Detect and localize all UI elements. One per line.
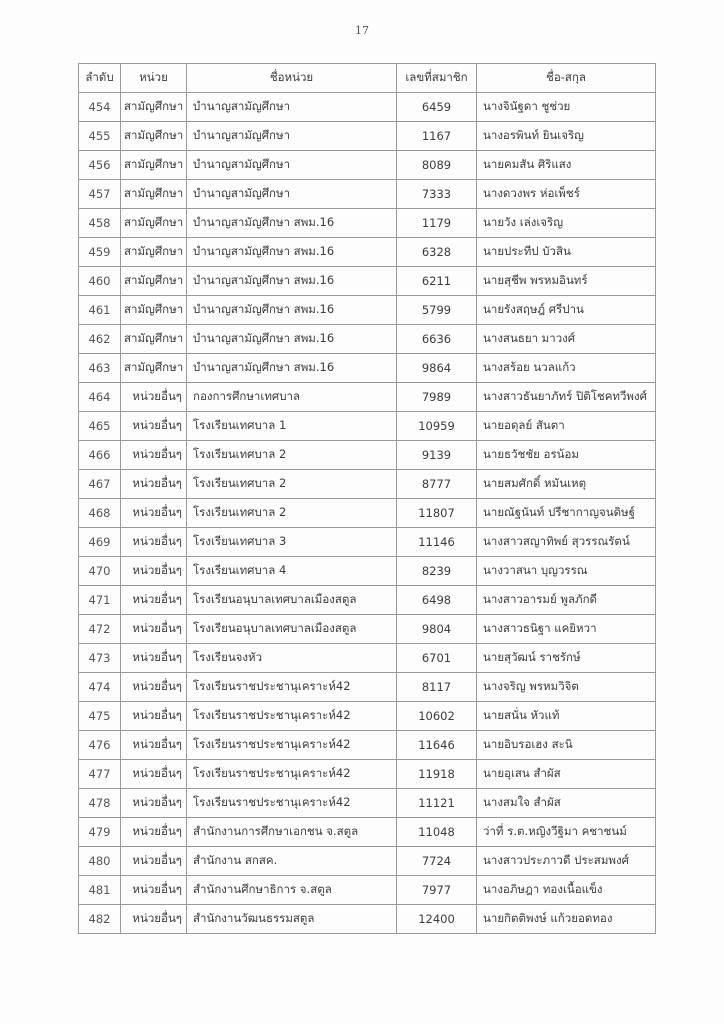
row-full-name: นางจริญ พรหมวิจิต <box>477 673 656 702</box>
row-full-name: นายกิตติพงษ์ แก้วยอดทอง <box>477 905 656 934</box>
table-header-row <box>79 64 656 93</box>
row-full-name: นายสุวัฒน์ ราชรักษ์ <box>477 644 656 673</box>
row-member-id: 7977 <box>397 876 477 905</box>
table-row <box>79 905 656 934</box>
row-member-id: 6636 <box>397 325 477 354</box>
row-unit: หน่วยอื่นๆ <box>121 383 187 412</box>
row-member-id: 11646 <box>397 731 477 760</box>
row-unit-name: โรงเรียนเทศบาล 2 <box>187 441 397 470</box>
row-order: 459 <box>79 238 121 267</box>
row-full-name: นางสาวธนิฐา แคยิหวา <box>477 615 656 644</box>
row-unit: หน่วยอื่นๆ <box>121 412 187 441</box>
row-unit-name: โรงเรียนเทศบาล 3 <box>187 528 397 557</box>
table-row <box>79 731 656 760</box>
table-row <box>79 760 656 789</box>
table-row <box>79 470 656 499</box>
row-member-id: 9139 <box>397 441 477 470</box>
row-unit-name: โรงเรียนราชประชานุเคราะห์42 <box>187 702 397 731</box>
row-order: 476 <box>79 731 121 760</box>
row-unit-name: บำนาญสามัญศึกษา <box>187 180 397 209</box>
row-unit-name: บำนาญสามัญศึกษา สพม.16 <box>187 267 397 296</box>
row-member-id: 6459 <box>397 93 477 122</box>
row-full-name: นางสนธยา มาวงศ์ <box>477 325 656 354</box>
row-order: 458 <box>79 209 121 238</box>
row-order: 471 <box>79 586 121 615</box>
row-full-name: นายรังสฤษฎ์ ศรีปาน <box>477 296 656 325</box>
row-unit-name: สำนักงานศึกษาธิการ จ.สตูล <box>187 876 397 905</box>
row-member-id: 6211 <box>397 267 477 296</box>
table-row <box>79 209 656 238</box>
table-row <box>79 93 656 122</box>
table-row <box>79 383 656 412</box>
table-row <box>79 325 656 354</box>
row-unit: สามัญศึกษา <box>121 180 187 209</box>
row-member-id: 5799 <box>397 296 477 325</box>
table-row <box>79 789 656 818</box>
row-unit: หน่วยอื่นๆ <box>121 905 187 934</box>
row-order: 477 <box>79 760 121 789</box>
row-full-name: นายประทีป บัวสิน <box>477 238 656 267</box>
row-full-name: นายวัง เล่งเจริญ <box>477 209 656 238</box>
row-unit-name: สำนักงาน สกสค. <box>187 847 397 876</box>
table-row <box>79 267 656 296</box>
row-unit-name: บำนาญสามัญศึกษา สพม.16 <box>187 238 397 267</box>
row-full-name: นางสาวอารมย์ พูลภักดี <box>477 586 656 615</box>
row-member-id: 8239 <box>397 557 477 586</box>
table-row <box>79 180 656 209</box>
row-order: 455 <box>79 122 121 151</box>
row-full-name: ว่าที่ ร.ต.หญิงวีฐิมา คชาชนม์ <box>477 818 656 847</box>
row-order: 464 <box>79 383 121 412</box>
row-unit: สามัญศึกษา <box>121 325 187 354</box>
table-row <box>79 644 656 673</box>
row-order: 474 <box>79 673 121 702</box>
member-table <box>78 63 656 934</box>
row-unit-name: โรงเรียนราชประชานุเคราะห์42 <box>187 673 397 702</box>
row-order: 463 <box>79 354 121 383</box>
row-order: 467 <box>79 470 121 499</box>
row-unit-name: กองการศึกษาเทศบาล <box>187 383 397 412</box>
row-unit: หน่วยอื่นๆ <box>121 470 187 499</box>
row-unit: หน่วยอื่นๆ <box>121 818 187 847</box>
row-full-name: นายสนั่น หัวแท้ <box>477 702 656 731</box>
row-unit-name: โรงเรียนเทศบาล 1 <box>187 412 397 441</box>
row-unit: สามัญศึกษา <box>121 122 187 151</box>
table-row <box>79 151 656 180</box>
table-row <box>79 296 656 325</box>
row-member-id: 6328 <box>397 238 477 267</box>
row-unit: สามัญศึกษา <box>121 267 187 296</box>
table-row <box>79 412 656 441</box>
row-order: 461 <box>79 296 121 325</box>
row-order: 482 <box>79 905 121 934</box>
row-order: 465 <box>79 412 121 441</box>
row-member-id: 11918 <box>397 760 477 789</box>
row-order: 481 <box>79 876 121 905</box>
table-row <box>79 557 656 586</box>
table-row <box>79 818 656 847</box>
row-unit: หน่วยอื่นๆ <box>121 876 187 905</box>
row-unit-name: โรงเรียนเทศบาล 2 <box>187 470 397 499</box>
row-full-name: นางสาวประภาวดี ประสมพงศ์ <box>477 847 656 876</box>
row-full-name: นางสาวสญาทิพย์ สุวรรณรัตน์ <box>477 528 656 557</box>
row-unit-name: โรงเรียนอนุบาลเทศบาลเมืองสตูล <box>187 615 397 644</box>
row-unit: สามัญศึกษา <box>121 209 187 238</box>
row-unit: หน่วยอื่นๆ <box>121 789 187 818</box>
row-unit: หน่วยอื่นๆ <box>121 760 187 789</box>
row-full-name: นางอรพินท์ ยินเจริญ <box>477 122 656 151</box>
table-row <box>79 847 656 876</box>
header-unit: หน่วย <box>121 64 187 93</box>
header-order: ลำดับ <box>79 64 121 93</box>
row-member-id: 7333 <box>397 180 477 209</box>
row-full-name: นายสมศักดิ์ หมันเหตุ <box>477 470 656 499</box>
row-unit-name: สำนักงานวัฒนธรรมสตูล <box>187 905 397 934</box>
row-unit-name: โรงเรียนจงหัว <box>187 644 397 673</box>
row-order: 469 <box>79 528 121 557</box>
row-full-name: นายสุชีพ พรหมอินทร์ <box>477 267 656 296</box>
row-unit: หน่วยอื่นๆ <box>121 847 187 876</box>
row-member-id: 1167 <box>397 122 477 151</box>
row-member-id: 8089 <box>397 151 477 180</box>
row-unit: สามัญศึกษา <box>121 354 187 383</box>
row-full-name: นางจินัฐดา ชูช่วย <box>477 93 656 122</box>
table-row <box>79 354 656 383</box>
row-unit-name: โรงเรียนอนุบาลเทศบาลเมืองสตูล <box>187 586 397 615</box>
row-unit: หน่วยอื่นๆ <box>121 499 187 528</box>
row-unit: หน่วยอื่นๆ <box>121 441 187 470</box>
row-unit: หน่วยอื่นๆ <box>121 586 187 615</box>
row-unit-name: โรงเรียนเทศบาล 4 <box>187 557 397 586</box>
row-unit-name: บำนาญสามัญศึกษา สพม.16 <box>187 325 397 354</box>
row-order: 475 <box>79 702 121 731</box>
row-unit: หน่วยอื่นๆ <box>121 557 187 586</box>
row-full-name: นายอุเสน สำผัส <box>477 760 656 789</box>
header-unit-name: ชื่อหน่วย <box>187 64 397 93</box>
row-full-name: นายธวัชชัย อรน้อม <box>477 441 656 470</box>
row-member-id: 9864 <box>397 354 477 383</box>
row-unit-name: โรงเรียนราชประชานุเคราะห์42 <box>187 731 397 760</box>
table-row <box>79 615 656 644</box>
row-member-id: 7989 <box>397 383 477 412</box>
row-unit-name: บำนาญสามัญศึกษา <box>187 93 397 122</box>
row-order: 479 <box>79 818 121 847</box>
row-order: 470 <box>79 557 121 586</box>
row-order: 466 <box>79 441 121 470</box>
table-body <box>79 93 656 934</box>
row-order: 468 <box>79 499 121 528</box>
table-row <box>79 441 656 470</box>
header-member-id: เลขที่สมาชิก <box>397 64 477 93</box>
table-row <box>79 499 656 528</box>
row-unit-name: โรงเรียนราชประชานุเคราะห์42 <box>187 760 397 789</box>
row-order: 462 <box>79 325 121 354</box>
row-unit-name: บำนาญสามัญศึกษา สพม.16 <box>187 354 397 383</box>
row-member-id: 8777 <box>397 470 477 499</box>
table-row <box>79 238 656 267</box>
table-row <box>79 702 656 731</box>
row-unit-name: บำนาญสามัญศึกษา <box>187 122 397 151</box>
row-order: 457 <box>79 180 121 209</box>
row-member-id: 9804 <box>397 615 477 644</box>
row-unit: หน่วยอื่นๆ <box>121 702 187 731</box>
row-full-name: นางสมใจ สำผัส <box>477 789 656 818</box>
table-row <box>79 586 656 615</box>
row-unit-name: โรงเรียนเทศบาล 2 <box>187 499 397 528</box>
row-unit-name: บำนาญสามัญศึกษา <box>187 151 397 180</box>
row-member-id: 11807 <box>397 499 477 528</box>
row-unit-name: บำนาญสามัญศึกษา สพม.16 <box>187 209 397 238</box>
table-row <box>79 122 656 151</box>
row-unit: หน่วยอื่นๆ <box>121 528 187 557</box>
row-full-name: นายอดุลย์ สันตา <box>477 412 656 441</box>
table-row <box>79 876 656 905</box>
row-member-id: 10602 <box>397 702 477 731</box>
row-member-id: 10959 <box>397 412 477 441</box>
row-order: 478 <box>79 789 121 818</box>
row-order: 456 <box>79 151 121 180</box>
row-unit-name: สำนักงานการศึกษาเอกชน จ.สตูล <box>187 818 397 847</box>
row-member-id: 1179 <box>397 209 477 238</box>
row-full-name: นางสร้อย นวลแก้ว <box>477 354 656 383</box>
row-full-name: นายอิบรอเฮง สะนิ <box>477 731 656 760</box>
row-order: 472 <box>79 615 121 644</box>
row-full-name: นายณัฐนันท์ ปรีชากาญจนดิษฐ์ <box>477 499 656 528</box>
row-order: 460 <box>79 267 121 296</box>
table-row <box>79 528 656 557</box>
row-unit: หน่วยอื่นๆ <box>121 615 187 644</box>
row-member-id: 8117 <box>397 673 477 702</box>
row-unit: หน่วยอื่นๆ <box>121 644 187 673</box>
row-order: 454 <box>79 93 121 122</box>
row-member-id: 11146 <box>397 528 477 557</box>
row-order: 480 <box>79 847 121 876</box>
row-member-id: 6498 <box>397 586 477 615</box>
row-member-id: 6701 <box>397 644 477 673</box>
row-unit: หน่วยอื่นๆ <box>121 673 187 702</box>
row-unit-name: โรงเรียนราชประชานุเคราะห์42 <box>187 789 397 818</box>
row-unit: สามัญศึกษา <box>121 238 187 267</box>
row-member-id: 11121 <box>397 789 477 818</box>
row-unit: สามัญศึกษา <box>121 93 187 122</box>
page-number: 17 <box>355 24 369 37</box>
row-full-name: นางอภิษฎา ทองเนื้อแข็ง <box>477 876 656 905</box>
row-unit: หน่วยอื่นๆ <box>121 731 187 760</box>
row-unit: สามัญศึกษา <box>121 151 187 180</box>
row-full-name: นายคมสัน ศิริแสง <box>477 151 656 180</box>
header-full-name: ชื่อ-สกุล <box>477 64 656 93</box>
row-unit-name: บำนาญสามัญศึกษา สพม.16 <box>187 296 397 325</box>
row-member-id: 11048 <box>397 818 477 847</box>
row-unit: สามัญศึกษา <box>121 296 187 325</box>
row-full-name: นางสาวธันยาภัทร์ ปิติโชคทวีพงศ์ <box>477 383 656 412</box>
table-row <box>79 673 656 702</box>
row-member-id: 7724 <box>397 847 477 876</box>
row-full-name: นางวาสนา บุญวรรณ <box>477 557 656 586</box>
row-full-name: นางดวงพร ห่อเพ็ชร์ <box>477 180 656 209</box>
row-order: 473 <box>79 644 121 673</box>
row-member-id: 12400 <box>397 905 477 934</box>
